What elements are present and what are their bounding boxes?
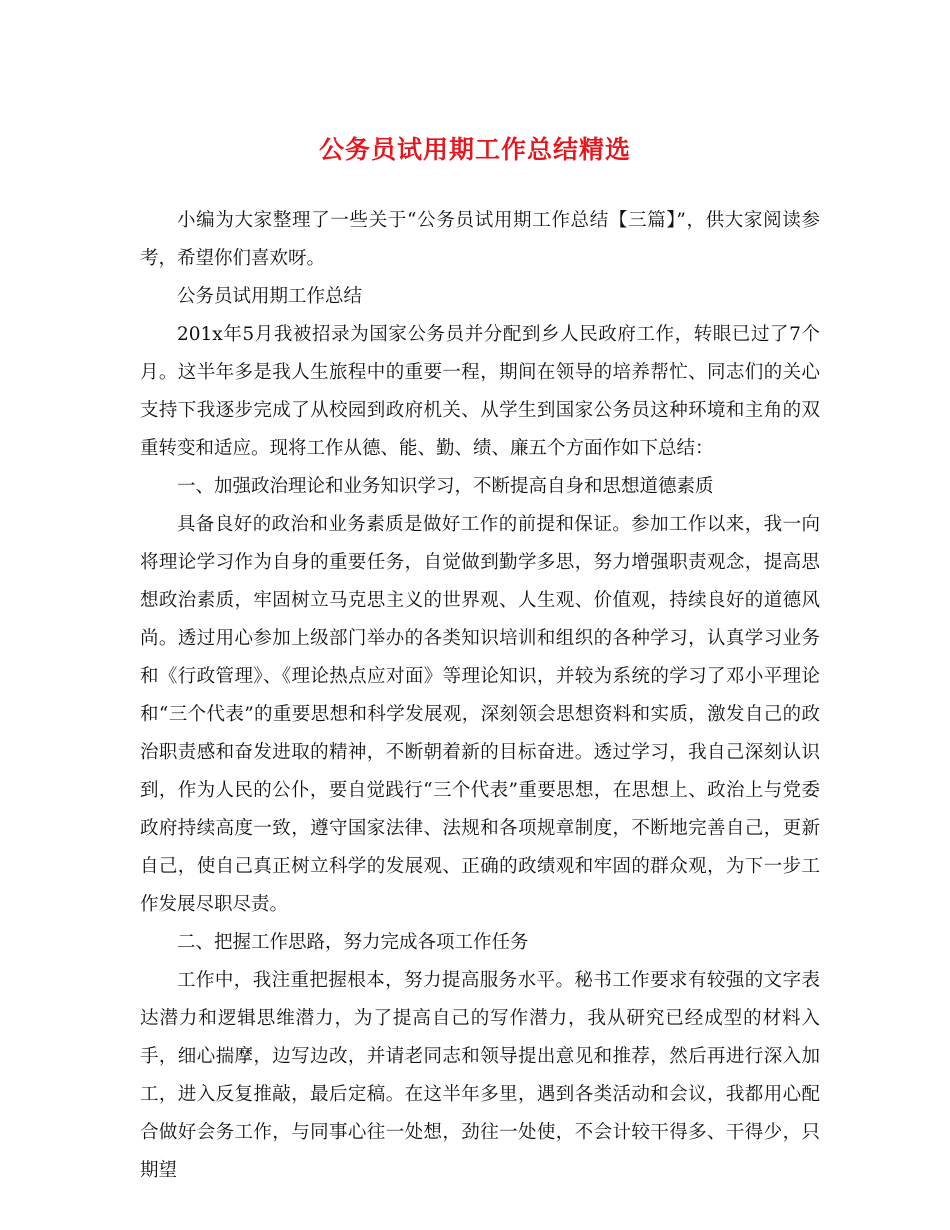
body-paragraph: 201x年5月我被招录为国家公务员并分配到乡人民政府工作，转眼已过了7个月。这半年多是我人生旅程中的重要一程，期间在领导的培养帮忙、同志们的关心支持下我逐步完成了从校园到政府机关、从学生到国家公务员这种环境和主角的双重转变和适应。现将工作从德、能、勤、绩、廉五个方面作如下总结： <box>140 324 820 459</box>
intro-paragraph: 小编为大家整理了一些关于“公务员试用期工作总结【三篇】”，供大家阅读参考，希望你们喜欢呀。 <box>140 210 820 269</box>
section-heading: 二、把握工作思路，努力完成各项工作任务 <box>177 932 529 953</box>
body-paragraph: 工作中，我注重把握根本，努力提高服务水平。秘书工作要求有较强的文字表达潜力和逻辑思维潜力，为了提高自己的写作潜力，我从研究已经成型的材料入手，细心揣摩，边写边改，并请老同志和领导提出意见和推荐，然后再进行深入加工，进入反复推敲，最后定稿。在这半年多里，遇到各类活动和会议，我都用心配合做好会务工作，与同事心往一处想，劲往一处使，不会计较干得多、干得少，只期望 <box>140 970 820 1181</box>
body-paragraph: 具备良好的政治和业务素质是做好工作的前提和保证。参加工作以来，我一向将理论学习作为自身的重要任务，自觉做到勤学多思，努力增强职责观念，提高思想政治素质，牢固树立马克思主义的世界观、人生观、价值观，持续良好的道德风尚。透过用心参加上级部门举办的各类知识培训和组织的各种学习，认真学习业务和《行政管理》、《理论热点应对面》等理论知识，并较为系统的学习了邓小平理论和“三个代表”的重要思想和科学发展观，深刻领会思想资料和实质，激发自己的政治职责感和奋发进取的精神，不断朝着新的目标奋进。透过学习，我自己深刻认识到，作为人民的公仆，要自觉践行“三个代表”重要思想，在思想上、政治上与党委政府持续高度一致，遵守国家法律、法规和各项规章制度，不断地完善自己，更新自己，使自己真正树立科学的发展观、正确的政绩观和牢固的群众观，为下一步工作发展尽职尽责。 <box>140 514 820 915</box>
document-body <box>140 202 820 1190</box>
section-heading: 一、加强政治理论和业务知识学习，不断提高自身和思想道德素质 <box>177 476 714 497</box>
document-title: 公务员试用期工作总结精选 <box>318 135 631 164</box>
section-heading: 公务员试用期工作总结 <box>177 286 363 307</box>
